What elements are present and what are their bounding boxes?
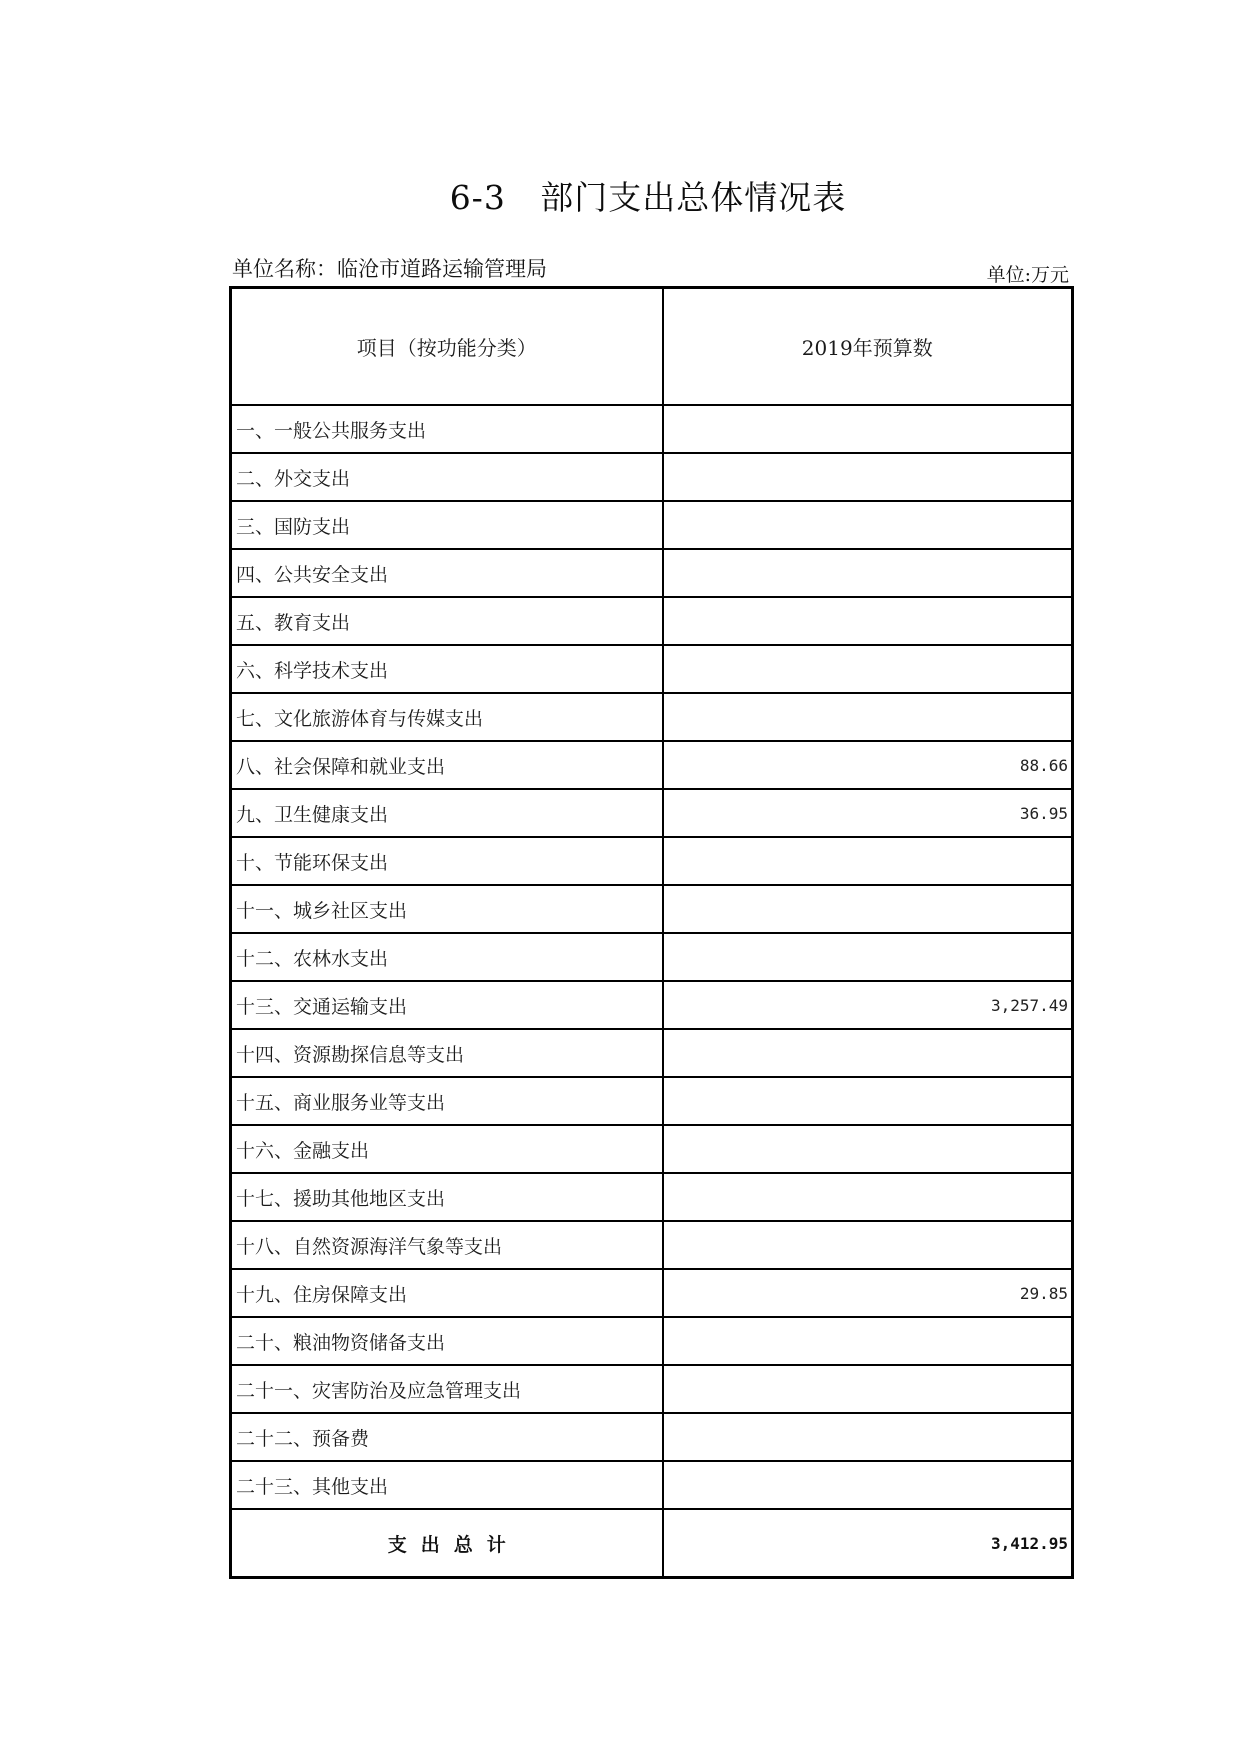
- row-item-name: 六、科学技术支出: [231, 645, 663, 693]
- row-item-name: 十二、农林水支出: [231, 933, 663, 981]
- total-label: 支出总计: [231, 1509, 663, 1578]
- table-row: [231, 1221, 1073, 1269]
- total-row: [231, 1509, 1073, 1578]
- table-row: [231, 933, 1073, 981]
- table-row: [231, 1077, 1073, 1125]
- column-header-budget: 2019年预算数: [663, 288, 1073, 406]
- row-item-name: 八、社会保障和就业支出: [231, 741, 663, 789]
- table-row: [231, 1029, 1073, 1077]
- table-row: [231, 1173, 1073, 1221]
- column-header-item: 项目（按功能分类）: [231, 288, 663, 406]
- row-budget-value: [663, 1173, 1073, 1221]
- row-budget-value: [663, 693, 1073, 741]
- row-item-name: 七、文化旅游体育与传媒支出: [231, 693, 663, 741]
- row-budget-value: [663, 597, 1073, 645]
- row-budget-value: [663, 1365, 1073, 1413]
- row-item-name: 十、节能环保支出: [231, 837, 663, 885]
- table-row: [231, 1413, 1073, 1461]
- row-item-name: 十五、商业服务业等支出: [231, 1077, 663, 1125]
- row-budget-value: [663, 1077, 1073, 1125]
- row-budget-value: [663, 1317, 1073, 1365]
- table-header-row: [231, 288, 1073, 406]
- row-budget-value: [663, 453, 1073, 501]
- row-item-name: 十九、住房保障支出: [231, 1269, 663, 1317]
- row-budget-value: 36.95: [663, 789, 1073, 837]
- row-budget-value: [663, 1413, 1073, 1461]
- row-item-name: 十一、城乡社区支出: [231, 885, 663, 933]
- row-item-name: 十七、援助其他地区支出: [231, 1173, 663, 1221]
- table-row: [231, 1269, 1073, 1317]
- table-row: [231, 693, 1073, 741]
- table-row: [231, 741, 1073, 789]
- row-budget-value: [663, 885, 1073, 933]
- row-budget-value: [663, 645, 1073, 693]
- table-row: [231, 1365, 1073, 1413]
- table-row: [231, 885, 1073, 933]
- table-body: [231, 405, 1073, 1509]
- table-row: [231, 453, 1073, 501]
- row-item-name: 二十一、灾害防治及应急管理支出: [231, 1365, 663, 1413]
- row-budget-value: [663, 549, 1073, 597]
- table-row: [231, 981, 1073, 1029]
- row-budget-value: [663, 1461, 1073, 1509]
- row-budget-value: [663, 1029, 1073, 1077]
- table-row: [231, 645, 1073, 693]
- row-budget-value: [663, 405, 1073, 453]
- document-title: 6-3 部门支出总体情况表: [449, 178, 847, 217]
- row-item-name: 十四、资源勘探信息等支出: [231, 1029, 663, 1077]
- table-row: [231, 1461, 1073, 1509]
- table-row: [231, 789, 1073, 837]
- row-item-name: 一、一般公共服务支出: [231, 405, 663, 453]
- table-row: [231, 1125, 1073, 1173]
- row-item-name: 三、国防支出: [231, 501, 663, 549]
- table-row: [231, 597, 1073, 645]
- row-item-name: 五、教育支出: [231, 597, 663, 645]
- row-budget-value: 88.66: [663, 741, 1073, 789]
- row-item-name: 二、外交支出: [231, 453, 663, 501]
- table-row: [231, 405, 1073, 453]
- row-budget-value: [663, 1221, 1073, 1269]
- row-budget-value: 3,257.49: [663, 981, 1073, 1029]
- row-budget-value: [663, 933, 1073, 981]
- total-value: 3,412.95: [663, 1509, 1073, 1578]
- row-budget-value: [663, 501, 1073, 549]
- table-row: [231, 1317, 1073, 1365]
- table-row: [231, 549, 1073, 597]
- row-item-name: 二十、粮油物资储备支出: [231, 1317, 663, 1365]
- currency-unit-label: 单位:万元: [986, 264, 1069, 286]
- row-item-name: 十三、交通运输支出: [231, 981, 663, 1029]
- expenditure-table: [229, 286, 1074, 1579]
- table-row: [231, 501, 1073, 549]
- row-item-name: 四、公共安全支出: [231, 549, 663, 597]
- row-item-name: 九、卫生健康支出: [231, 789, 663, 837]
- table-row: [231, 837, 1073, 885]
- row-budget-value: 29.85: [663, 1269, 1073, 1317]
- row-budget-value: [663, 837, 1073, 885]
- row-item-name: 二十三、其他支出: [231, 1461, 663, 1509]
- unit-name: 单位名称：临沧市道路运输管理局: [232, 257, 547, 281]
- row-item-name: 十八、自然资源海洋气象等支出: [231, 1221, 663, 1269]
- row-item-name: 十六、金融支出: [231, 1125, 663, 1173]
- row-item-name: 二十二、预备费: [231, 1413, 663, 1461]
- row-budget-value: [663, 1125, 1073, 1173]
